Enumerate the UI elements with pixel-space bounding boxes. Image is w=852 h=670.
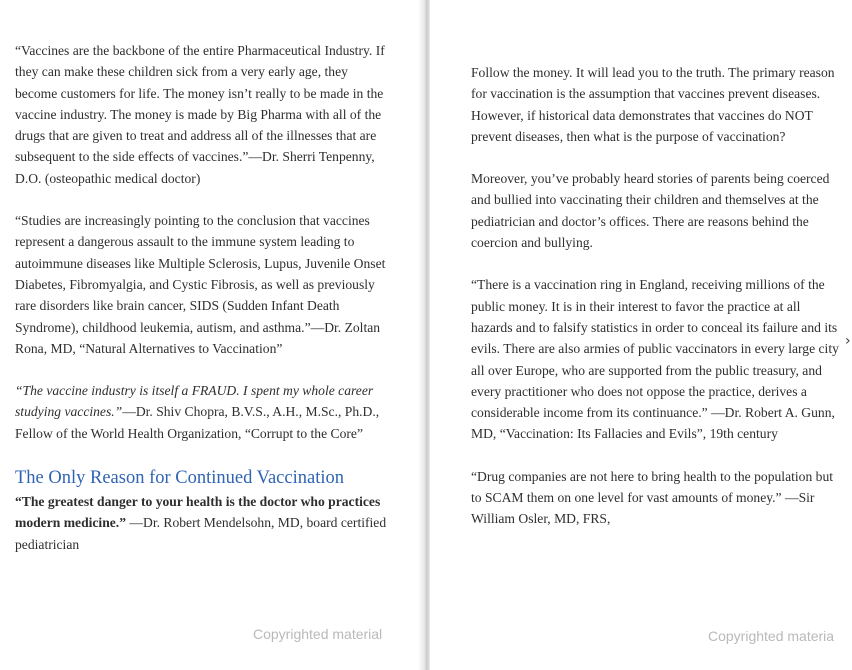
copyright-watermark-right: Copyrighted materia: [708, 628, 835, 644]
section-heading: The Only Reason for Continued Vaccination: [15, 468, 344, 489]
quote-mendelsohn: [15, 491, 387, 555]
paragraph-coercion: Moreover, you’ve probably heard stories of parents being coerced and bullied into vaccinating their children and themselves at the pediatrician and doctor’s offices. There are reasons behind the coercion and bullying.: [471, 171, 830, 251]
quote-osler: “Drug companies are not here to bring health to the population but to SCAM them on one level for vast amounts of money.” —Sir William Osler, MD, FRS,: [471, 468, 834, 527]
quote-mendelsohn-text: “The greatest danger to your health is the doctor who practices modern medicine.”: [15, 494, 381, 531]
quote-rona: “Studies are increasingly pointing to the conclusion that vaccines represent a dangerous assault to the immune system leading to autoimmune diseases like Multiple Sclerosis, Lupus, Juvenile Onset Diabetes, Fibromyalgia, and Cystic Fibrosis, as well as previously rare disorders like brain cancer, SIDS (Sudden Infant Death Syndrome), childhood leukemia, autism, and asthma.”—Dr. Zoltan Rona, MD, “Natural Alternatives to Vaccination”: [15, 213, 386, 356]
right-page: [430, 0, 852, 670]
quote-gunn: “There is a vaccination ring in England, receiving millions of the public money. It is in their interest to favor the practice at all hazards and to falsify statistics in order to conceal its failure and its evils. There are also armies of public vaccinators in every large city all over Europe, who are supported from the public treasury, and every practitioner who does not oppose the practice, derives a considerable income from its continuance.” —Dr. Robert A. Gunn, MD, “Vaccination: Its Fallacies and Evils”, 19th century: [471, 277, 839, 442]
quote-chopra-attribution: —Dr. Shiv Chopra, B.V.S., A.H., M.Sc., Ph.D., Fellow of the World Health Organization, “Corrupt to the Core”: [15, 404, 380, 441]
right-text-column: [471, 62, 839, 530]
quote-mendelsohn-attribution: —Dr. Robert Mendelsohn, MD, board certified pediatrician: [15, 515, 387, 552]
left-text-column: [15, 40, 387, 555]
paragraph-follow-money: Follow the money. It will lead you to the truth. The primary reason for vaccination is the assumption that vaccines prevent diseases. However, if historical data demonstrates that vaccines do NOT prevent diseases, then what is the purpose of vaccination?: [471, 65, 835, 144]
left-page: [0, 0, 424, 670]
quote-chopra-text: “The vaccine industry is itself a FRAUD. I spent my whole career studying vaccines.”: [15, 383, 374, 420]
copyright-watermark-left: Copyrighted material: [253, 626, 383, 642]
quote-chopra: [15, 380, 387, 444]
chevron-right-icon[interactable]: ›: [845, 333, 851, 349]
quote-tenpenny: “Vaccines are the backbone of the entire Pharmaceutical Industry. If they can make these children sick from a very early age, they become customers for life. The money isn’t really to be made in the vaccine industry. The money is made by Big Pharma with all of the drugs that are given to treat and address all of the illnesses that are subsequent to the side effects of vaccines.”—Dr. Sherri Tenpenny, D.O. (osteopathic medical doctor): [15, 43, 385, 186]
